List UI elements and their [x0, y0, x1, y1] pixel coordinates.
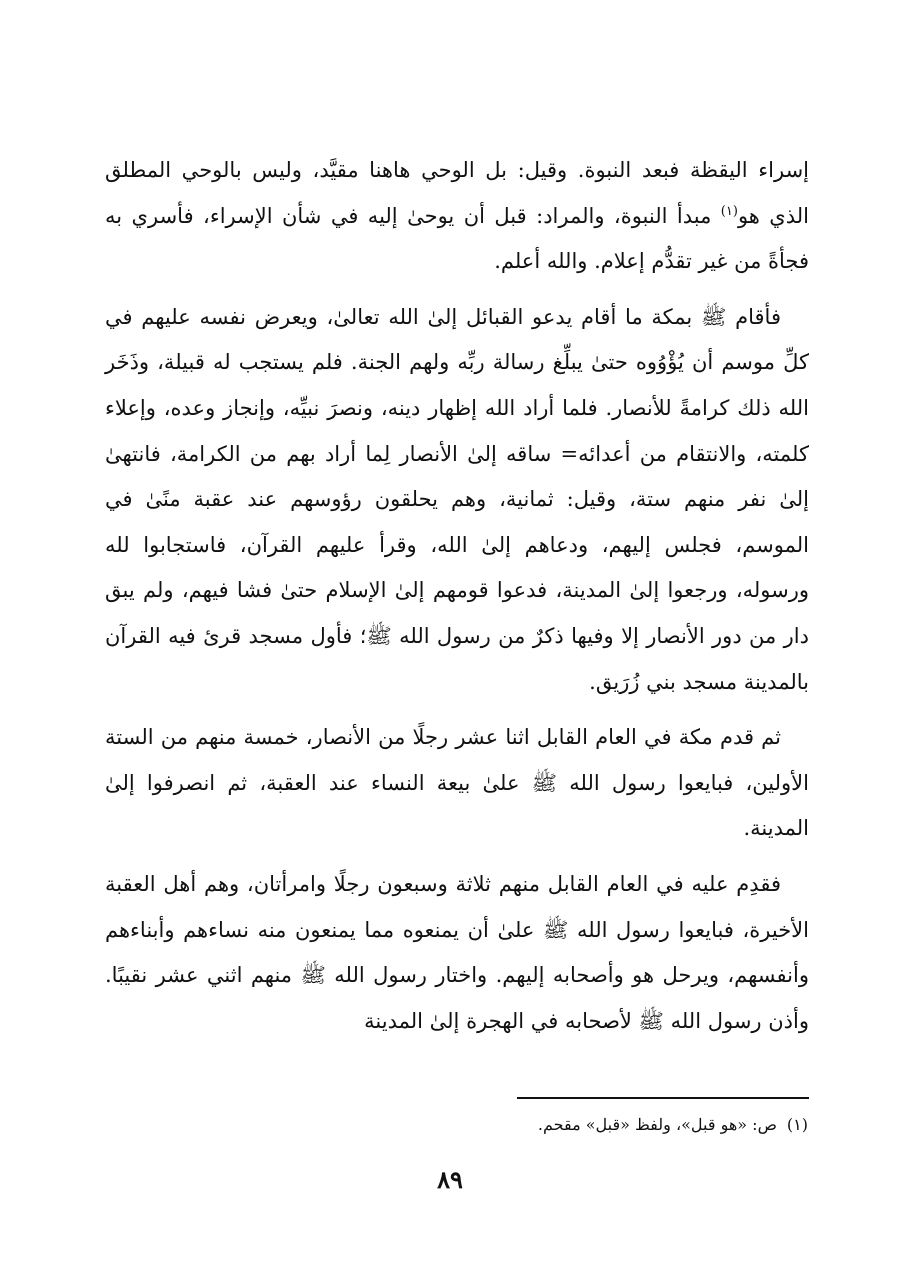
paragraph-4: فقدِم عليه في العام القابل منهم ثلاثة وسبعون رجلًا وامرأتان، وهم أهل العقبة الأخيرة، فبايعوا رسول الله ﷺ علىٰ أن يمنعوه مما يمنعون منه نساءهم وأبناءهم وأنفسهم، ويرحل هو وأصحابه إليهم. واختار رسول الله ﷺ منهم اثني عشر نقيبًا. وأذن رسول الله ﷺ لأصحابه في الهجرة إلىٰ المدينة — [105, 871, 809, 1033]
paragraph-2: فأقام ﷺ بمكة ما أقام يدعو القبائل إلىٰ الله تعالىٰ، ويعرض نفسه عليهم في كلِّ موسم أن يُؤْوُوه حتىٰ يبلِّغ رسالة ربِّه ولهم الجنة. فلم يستجب له قبيلة، وذَخَر الله ذلك كرامةً للأنصار. فلما أراد الله إظهار دينه، ونصرَ نبيِّه، وإنجاز وعده، وإعلاء كلمته، والانتقام من أعدائه= ساقه إلىٰ الأنصار لِما أراد بهم من الكرامة، فانتهىٰ إلىٰ نفر منهم ستة، وقيل: ثمانية، وهم يحلقون رؤوسهم عند عقبة منًىٰ في الموسم، فجلس إليهم، ودعاهم إلىٰ الله، وقرأ عليهم القرآن، فاستجابوا لله ورسوله، ورجعوا إلىٰ المدينة، فدعوا قومهم إلىٰ الإسلام حتىٰ فشا فيهم، ولم يبق دار من دور الأنصار إلا وفيها ذكرٌ من رسول الله ﷺ؛ فأول مسجد قرئ فيه القرآن بالمدينة مسجد بني زُرَيق. — [105, 304, 809, 694]
footnote-reference[interactable]: (١) — [720, 203, 738, 219]
footnote-separator — [517, 1097, 809, 1099]
footnote — [108, 1113, 808, 1137]
paragraph-1 — [105, 148, 809, 285]
paragraph-1-part-b: مبدأ النبوة، والمراد: قبل أن يوحىٰ إليه في شأن الإسراء، فأسري به فجأةً من غير تقدُّم إعلام. والله أعلم. — [105, 203, 809, 274]
paragraph-3: ثم قدم مكة في العام القابل اثنا عشر رجلًا من الأنصار، خمسة منهم من الستة الأولين، فبايعوا رسول الله ﷺ علىٰ بيعة النساء عند العقبة، ثم انصرفوا إلىٰ المدينة. — [105, 725, 809, 841]
footnote-text: ص: «هو قبل»، ولفظ «قبل» مقحم. — [537, 1115, 777, 1134]
paragraph-1-part-a: إسراء اليقظة فبعد النبوة. وقيل: بل الوحي هاهنا مقيَّد، وليس بالوحي المطلق الذي هو — [105, 158, 809, 228]
main-text — [105, 148, 809, 1054]
footnote-number: (١) — [786, 1115, 808, 1134]
page-number: ٨٩ — [437, 1165, 463, 1194]
